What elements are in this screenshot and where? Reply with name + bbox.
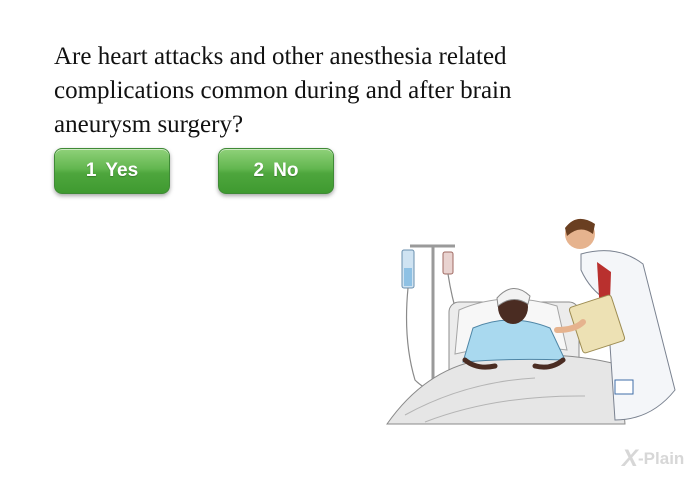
answer-no-number: 2	[253, 160, 265, 181]
answer-yes-label: Yes	[105, 160, 139, 181]
patient-icon	[463, 288, 565, 367]
answer-yes-number: 1	[85, 160, 97, 181]
answer-yes-button[interactable]	[54, 148, 170, 194]
question-text: Are heart attacks and other anesthesia related complications common during and after brain aneurysm surgery?	[54, 43, 512, 138]
answer-options	[54, 148, 334, 194]
logo-text: -Plain	[638, 449, 685, 468]
answer-no-label: No	[273, 160, 299, 181]
hospital-illustration	[385, 210, 690, 425]
xplain-logo	[622, 447, 684, 471]
logo-mark: X	[622, 445, 639, 472]
answer-no-button[interactable]	[218, 148, 334, 194]
